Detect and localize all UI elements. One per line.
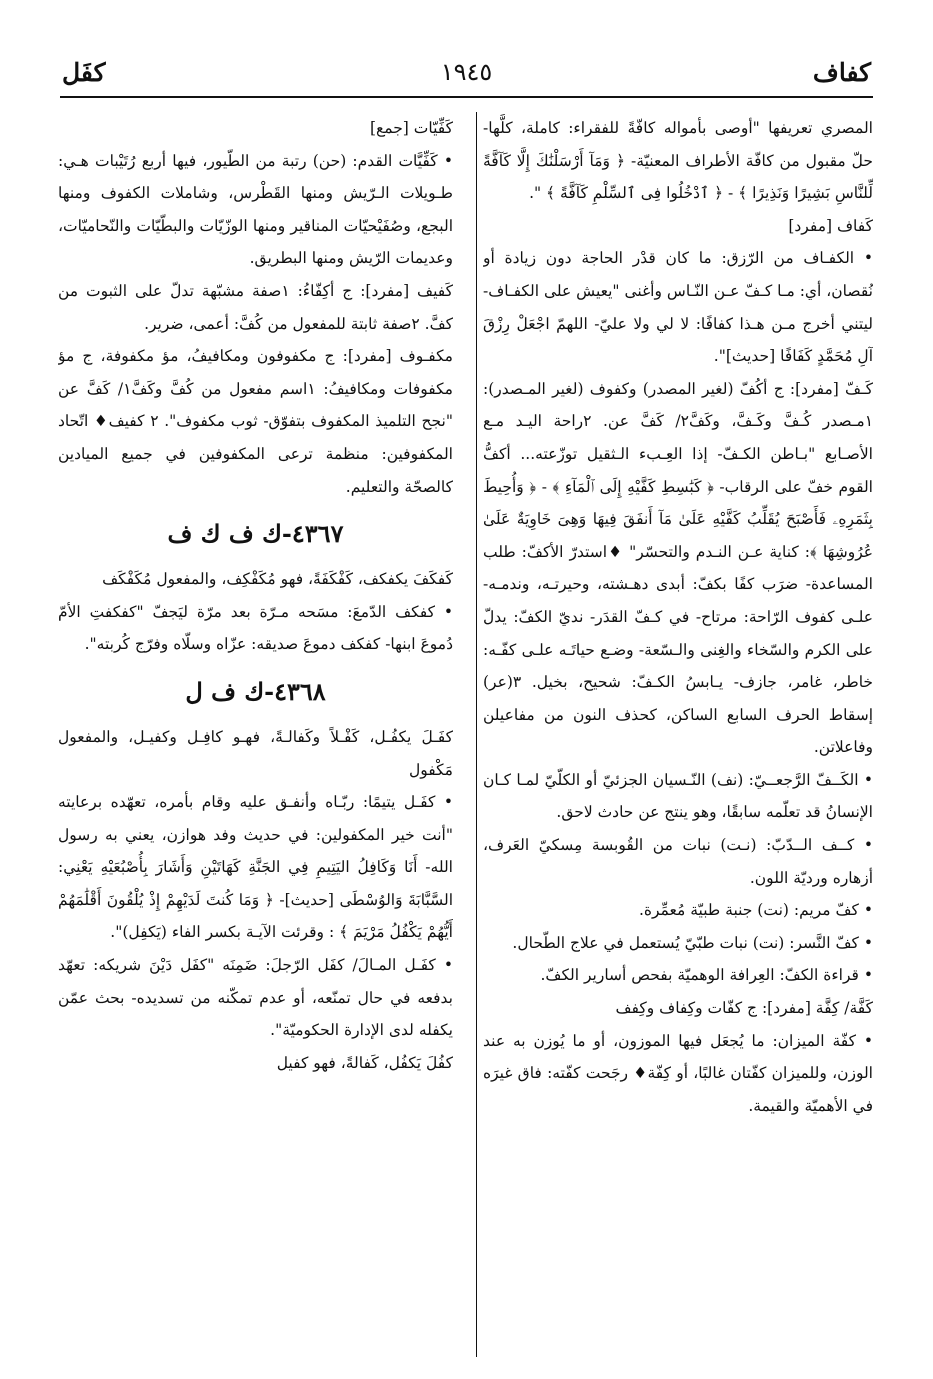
paragraph: • كفّة الميزان: ما يُجعَل فيها الموزون، أو ما يُوزن به عند الوزن، وللميزان كفّتان غالبًا، أو كِفّة♦ رجَحت كفّته: فاق غيرَه في الأهميّة والقيمة. — [483, 1031, 873, 1115]
paragraph: • كفّ النَّسر: (نت) نبات طبّيّ يُستعمل في علاج الطّحال. — [512, 933, 873, 952]
paragraph: كفَـلَ يكفُـل، كَفْـلاً وكَفالـةً، فهـو كافِـل وكفيـل، والمفعول مَكْفول — [58, 727, 453, 779]
root-heading-kfkf: ٤٣٦٧-ك ف ك ف — [167, 519, 344, 549]
paragraph: • كــف الــدّبّ: (نـت) نبات من القُوبسة مِسكيّ العَرف، أزهاره ورديّة اللون. — [483, 836, 873, 887]
paragraph: كَفكَفَ يكفكف، كَفْكَفَةً، فهو مُكَفْكِف، والمفعول مُكَفْكَف — [102, 570, 453, 589]
paragraph: المصري تعريفها "أوصى بأمواله كافّةً للفقراء: كاملة، كلَّها- حلّ مقبول من كافّة الأطراف المعنيّة- ﴿ وَمَآ أَرْسَلْنَٰكَ إِلَّا كَآفَّةً لِّلنَّاسِ بَشِيرًا وَنَذِيرًا ﴾ - ﴿ ٱدْخُلُوا فِى ٱلسِّلْمِ كَآفَّةً ﴾ ". — [483, 119, 873, 203]
paragraph: • كفَـل يتيمًا: ربّـاه وأنفـق عليه وقام بأمره، تعهّده برعايته "أنت خير المكفولين: في حديث وفد هوازن، يعني به رسول الله- أَنَا وَكَافِلُ اليَتِيمِ فِي الجَنَّةِ كَهَاتَيْنِ وَأَشَارَ بِأُصْبُعَيْهِ يَعْنِي: السَّبَّابَةَ وَالوُسْطَى [حديث]- ﴿ وَمَا كُنتَ لَدَيْهِمْ إِذْ يُلْقُونَ أَقْلَٰمَهُمْ أَيُّهُمْ يَكْفُلُ مَرْيَمَ ﴾ : وقرئت الآيـة بكسر الفاء (يَكفِل)". — [58, 793, 453, 942]
paragraph: • الكَــفّ الرَّجعــيّ: (نف) النّـسيان الجزئيّ أو الكلّيّ لمـا كـان الإنسانُ قد تعلّمه سابقًا، وهو ينتج عن حادث لاحق. — [483, 770, 873, 822]
column-divider — [476, 112, 477, 1357]
entry-head-kaffa: كَفَّة/ كِفَّة [مفرد]: ج كفّات وكِفاف وكِفف — [615, 999, 873, 1018]
paragraph: كَفيف [مفرد]: ج أكِفّاءُ: ١صفة مشبّهة تدلّ على الثبوت من كفَّ. ٢صفة ثابتة للمفعول من كُفَّ: أعمى، ضرير. — [58, 281, 453, 333]
paragraph: • قراءة الكفّ: العِرافة الوهميّة بفحص أسارير الكفّ. — [540, 966, 873, 985]
root-heading-kfl: ٤٣٦٨-ك ف ل — [185, 676, 326, 706]
left-column — [58, 112, 453, 1355]
paragraph: • كفَـل المـالَ/ كفَل الرّجلَ: ضَمِنَه "كفَل دَيْنَ شريكه: تعهّد بدفعه في حال تمنّعه، أو عدم تمكّنه من تسديده- بحث عمّن يكفله لدى الإدارة الحكوميّة". — [58, 956, 453, 1040]
entry-head-kafaf: كَفاف [مفرد] — [788, 216, 873, 235]
right-column — [483, 112, 873, 1355]
paragraph: مكفـوف [مفرد]: ج مكفوفون ومكافيفُ، مؤ مكفوفة، ج مؤ مكفوفات ومكافيفُ: ١اسم مفعول من كُفَّ وكَفَّ١/ كَفَّ عن "نجح التلميذ المكفوف بتفوّق- ثوب مكفوف". ٢ كفيف♦ اتّحاد المكفوفين: منظمة ترعى المكفوفين في جميع الميادين كالصحّة والتعليم. — [58, 347, 453, 496]
paragraph: • كَفِّيَّات القدم: (حن) رتبة من الطّيور، فيها أربع رُتَيْبات هـي: طـويلات الـرّيش ومنها القَطْرس، وشاملات الكفوف ومنها البجع، وصُفَيْحيّات المناقير ومنها الوزّيّات والبطّيّات والنّحاميّات، وعديمات الرّيش ومنها البطريق. — [58, 151, 453, 268]
header-left-entry: كفَل — [62, 58, 106, 87]
paragraph: • كفكف الدّمعَ: مسَحه مـرّة بعد مرّة ليَجفّ "كفكفتِ الأمّ دُموعَ ابنها- كفكف دموعَ صديقه: عزّاه وسلّاه وفرّج كُربته". — [58, 602, 453, 654]
header-right-entry: كفاف — [812, 58, 871, 87]
paragraph: • الكفـاف من الرّزق: ما كان قدْر الحاجة دون زيادة أو نُقصان، أي: مـا كـفّ عـن النّـاس وأغنى "يعيش على الكفـاف- ليتني أخرج مـن هـذا كفافًا: لا لي ولا عليّ- اللهمّ اجْعَلْ رِزْقَ آلِ مُحَمَّدٍ كَفَافًا [حديث]". — [483, 249, 873, 366]
page-header — [60, 52, 873, 98]
page-number: ١٩٤٥ — [440, 58, 493, 86]
paragraph: • كفّ مريم: (نت) جنبة طبيّة مُعمِّرة. — [638, 901, 873, 920]
entry-head-kaffiyyat: كَفِّيّات [جمع] — [369, 119, 453, 137]
entry-head-kaff: كَـفّ [مفرد]: ج أكُفّ (لغير المصدر) وكفوف (لغير المـصدر): ١مـصدر كُـفَّ وكَـفَّ، وكَفَّ٢/ كَفَّ عن. ٢راحة اليـد مـع الأصـابع "بـاطن الكـفّ- إذا العِـبء الـثقيل توزّعته... أكفُّ القوم خفّ على الرقاب- ﴿ كَبَٰسِطِ كَفَّيْهِ إِلَى ٱلْمَآءِ ﴾ - ﴿ وَأُحِيطَ بِثَمَرِهِۦ فَأَصْبَحَ يُقَلِّبُ كَفَّيْهِ عَلَىٰ مَآ أَنفَقَ فِيهَا وَهِىَ خَاوِيَةٌ عَلَىٰ عُرُوشِهَا ﴾: كناية عـن النـدم والتحسّر" ♦استدرّ الأكفّ: طلب المساعدة- ضرَب كفًا بكفّ: أبدى دهـشته، وحيرتـه، وندمـه- علـى كفوف الرّاحة: مرتاح- في كـفّ القدَر- نديّ الكفّ: يدلّ على الكرم والسّخاء والغِنى والـسّعة- وضـع حياتَـه علـى كفّـه: خاطر، غامر، جازف- يـابسُ الكـفّ: شحيح، بخيل. ٣(عر) إسقاط الحرف السابع الساكن، كحذف النون من مفاعيلن وفاعلاتن. — [483, 379, 873, 757]
paragraph: كفُلَ يَكفُل، كَفالةً، فهو كفيل — [276, 1053, 453, 1072]
